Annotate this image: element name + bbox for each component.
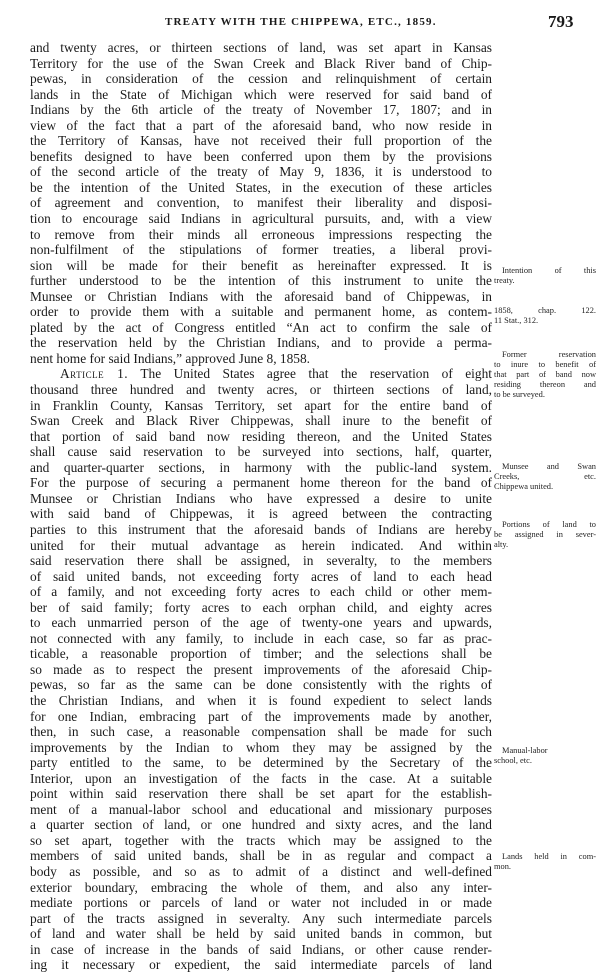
text-line	[30, 320, 492, 336]
margin-note	[494, 462, 596, 492]
text-line	[30, 133, 492, 149]
line-text: improvements by the Indian to whom they may be assigned by the	[30, 739, 492, 755]
text-line	[30, 258, 492, 274]
line-text: said reservation there shall be assigned, in severalty, to the members	[30, 553, 492, 569]
text-line	[30, 833, 492, 849]
text-line	[30, 926, 492, 942]
text-line	[30, 211, 492, 227]
line-text: so set apart, together with the tracts which may be assigned to the	[30, 832, 492, 848]
line-text: The United States agree that the reservation of eight	[140, 366, 493, 382]
margin-note-line: Manual-labor	[502, 746, 548, 755]
line-text: and twenty acres, or thirteen sections of land, was set apart in Kansas	[30, 40, 492, 55]
margin-note-line: residing thereon and	[494, 380, 596, 389]
text-line	[30, 475, 492, 491]
line-text: Territory for the use of the Swan Creek and Black River band of Chip-	[30, 55, 492, 71]
line-text: further understood to be the intention of this instrument to unite the	[30, 273, 492, 289]
line-text: order to provide them with a suitable and permanent home, as contem-	[30, 304, 492, 320]
line-text: ing it necessary or expedient, the said intermediate parcels of land	[30, 957, 492, 973]
line-text: and quarter-quarter sections, in harmony with the public-land system.	[30, 459, 492, 475]
line-text: members of said united bands, shall be in as regular and compact a	[30, 848, 492, 864]
margin-note-line: mon.	[494, 862, 511, 871]
margin-note-line: alty.	[494, 540, 509, 549]
text-line	[30, 848, 492, 864]
text-line	[30, 771, 492, 787]
line-text: to remove from their minds all erroneous impressions respecting the	[30, 226, 492, 242]
line-text: in Franklin County, Kansas Territory, set apart for the entire band of	[30, 397, 492, 413]
line-text: of a family, and not exceeding forty acres to each child or other mem-	[30, 584, 492, 600]
text-line	[30, 444, 492, 460]
margin-note-line: Lands held in com-	[502, 852, 596, 861]
text-line	[30, 755, 492, 771]
margin-note-line: 11 Stat., 312.	[494, 316, 539, 325]
line-text: tion to encourage said Indians in agricultural pursuits, and, with a view	[30, 211, 492, 227]
text-line	[30, 382, 492, 398]
text-line	[30, 522, 492, 538]
line-text: ticable, a reasonable proportion of timber; and the selections shall be	[30, 646, 492, 662]
line-text: so made as to respect the present improvements of the aforesaid Chip-	[30, 661, 492, 677]
line-text: thousand three hundred and twenty acres, or thirteen sections of land,	[30, 382, 492, 398]
text-line	[30, 227, 492, 243]
margin-note-line: to inure to benefit of	[494, 360, 596, 369]
line-text: lands in the State of Michigan which were reserved for said band of	[30, 86, 492, 102]
line-text: of agreement and convention, to manifest their liberality and disposi-	[30, 195, 492, 211]
line-text: to each unmarried person of the age of twenty-one years and upwards,	[30, 615, 492, 631]
line-text: nent home for said Indians,” approved June 8, 1858.	[30, 350, 311, 366]
line-text: ber of said family; forty acres to each orphan child, and eighty acres	[30, 599, 492, 615]
text-line	[30, 289, 492, 305]
text-line	[30, 164, 492, 180]
text-line	[30, 335, 492, 351]
line-text: benefits designed to have been conferred upon them by the provisions	[30, 148, 492, 164]
text-line	[30, 677, 492, 693]
text-line	[30, 615, 492, 631]
margin-note-line: Portions of land to	[502, 520, 596, 529]
text-line	[30, 740, 492, 756]
line-text: body as possible, and so as to admit of a distinct and well-defined	[30, 863, 492, 879]
line-text: be the intention of the United States, in the execution of these articles	[30, 179, 492, 195]
margin-note-line: Former reservation	[502, 350, 596, 359]
line-text: then, in such case, a reasonable compensation shall be made for such	[30, 724, 492, 740]
line-text: Munsee or Christian Indians who have expressed a desire to unite	[30, 490, 492, 506]
margin-note	[494, 520, 596, 550]
text-line	[30, 646, 492, 662]
margin-note-line: Chippewa united.	[494, 482, 554, 491]
margin-note-line: Intention of this	[502, 266, 596, 275]
line-text: the Territory of Kansas, have not received their full proportion of the	[30, 133, 492, 149]
line-text: non-fulfilment of the stipulations of former treaties, a liberal provi-	[30, 242, 492, 258]
line-text: pewas, in consideration of the cession and relinquishment of certain	[30, 71, 492, 87]
text-line	[30, 460, 492, 476]
text-line	[30, 491, 492, 507]
line-text: for one Indian, embracing part of the improvements made by another,	[30, 708, 492, 724]
text-line	[30, 600, 492, 616]
line-text: Swan Creek and Black River Chippewas, shall inure to the benefit of	[30, 413, 492, 429]
text-line	[30, 366, 492, 382]
line-text: part of the tracts assigned in severalty. Any such intermediate parcels	[30, 910, 492, 926]
text-line	[30, 662, 492, 678]
line-text: party entitled to the same, to be determined by the Secretary of the	[30, 755, 492, 771]
line-text: plated by the act of Congress entitled “An act to confirm the sale of	[30, 319, 492, 335]
margin-note	[494, 350, 596, 400]
line-text: Interior, upon an investigation of the facts in the case. At a suitable	[30, 770, 492, 786]
text-line	[30, 880, 492, 896]
text-line	[30, 429, 492, 445]
margin-note-line: be assigned in sever-	[494, 530, 596, 539]
line-text: a quarter section of land, or one hundred and sixty acres, and the land	[30, 817, 492, 833]
text-line	[30, 398, 492, 414]
line-text: the reservation held by the Christian Indians, and to provide a perma-	[30, 335, 492, 351]
text-line	[30, 102, 492, 118]
text-line	[30, 864, 492, 880]
text-line	[30, 118, 492, 134]
text-line	[30, 693, 492, 709]
text-line	[30, 304, 492, 320]
text-line	[30, 242, 492, 258]
line-text: in case of increase in the bands of said Indians, or other cause render-	[30, 941, 492, 957]
margin-note-line: Creeks, etc.	[494, 472, 596, 481]
text-line	[30, 724, 492, 740]
text-line	[30, 71, 492, 87]
line-text: with said band of Chippewas, it is agreed between the contracting	[30, 506, 492, 522]
line-text: view of the fact that a part of the aforesaid band, who now reside in	[30, 117, 492, 133]
line-text: sion will be made for their benefit as hereinafter expressed. It is	[30, 257, 492, 273]
margin-note-line: school, etc.	[494, 756, 532, 765]
text-line	[30, 538, 492, 554]
margin-note-line: that part of band now	[494, 370, 596, 379]
text-line	[30, 786, 492, 802]
line-text: of land and water shall be held by said united bands in common, but	[30, 926, 492, 942]
text-line	[30, 709, 492, 725]
line-text: of said united bands, not exceeding forty acres of land to each head	[30, 568, 492, 584]
margin-note-line: Munsee and Swan	[502, 462, 596, 471]
line-text: mediate portions or parcels of land or water not included in or made	[30, 895, 492, 911]
text-line	[30, 87, 492, 103]
margin-note-line: 1858, chap. 122.	[494, 306, 596, 315]
text-line	[30, 817, 492, 833]
text-line	[30, 584, 492, 600]
line-text: Indians by the 6th article of the treaty of November 17, 1807; and in	[30, 102, 492, 118]
text-line	[30, 413, 492, 429]
line-text: Munsee or Christian Indians with the aforesaid band of Chippewas, in	[30, 288, 492, 304]
text-line	[30, 553, 492, 569]
text-line	[30, 40, 492, 56]
treaty-body-text	[30, 40, 492, 973]
text-line	[30, 911, 492, 927]
line-text: not connected with any family, to include in each case, so far as prac-	[30, 630, 492, 646]
text-line	[30, 895, 492, 911]
line-text: ment of a manual-labor school and educational and missionary purposes	[30, 801, 492, 817]
line-text: shall cause said reservation to be surveyed into sections, half, quarter,	[30, 444, 492, 460]
page-number: 793	[548, 12, 574, 31]
line-text: For the purpose of securing a permanent home thereon for the band of	[30, 475, 492, 491]
line-text: point within said reservation there shall be set apart for the establish-	[30, 786, 492, 802]
margin-note	[494, 746, 596, 766]
line-text: pewas, so far as the same can be done consistently with the rights of	[30, 677, 492, 693]
article-heading: Article 1.	[60, 366, 129, 382]
running-header	[0, 12, 600, 32]
line-text: united for their mutual advantage as herein indicated. And within	[30, 537, 492, 553]
text-line	[30, 273, 492, 289]
text-line	[30, 802, 492, 818]
line-text: exterior boundary, embracing the whole of them, and also any inter-	[30, 879, 492, 895]
text-line	[30, 351, 492, 367]
text-line	[30, 631, 492, 647]
margin-note	[494, 306, 596, 326]
text-line	[30, 195, 492, 211]
text-line	[30, 506, 492, 522]
running-title: TREATY WITH THE CHIPPEWA, ETC., 1859.	[165, 16, 437, 28]
text-line	[30, 957, 492, 973]
margin-note-line: treaty.	[494, 276, 515, 285]
text-line	[30, 180, 492, 196]
line-text: the Christian Indians, and when it is found expedient to select lands	[30, 692, 492, 708]
text-line	[30, 149, 492, 165]
margin-note	[494, 266, 596, 286]
text-line	[30, 942, 492, 958]
text-line	[30, 56, 492, 72]
margin-note-line: to be surveyed.	[494, 390, 545, 399]
margin-note	[494, 852, 596, 872]
line-text: of the second article of the treaty of May 9, 1836, it is understood to	[30, 164, 492, 180]
line-text: that portion of said band now residing thereon, and the United States	[30, 428, 492, 444]
text-line	[30, 569, 492, 585]
line-text: parties to this instrument that the aforesaid bands of Indians are hereby	[30, 521, 492, 537]
